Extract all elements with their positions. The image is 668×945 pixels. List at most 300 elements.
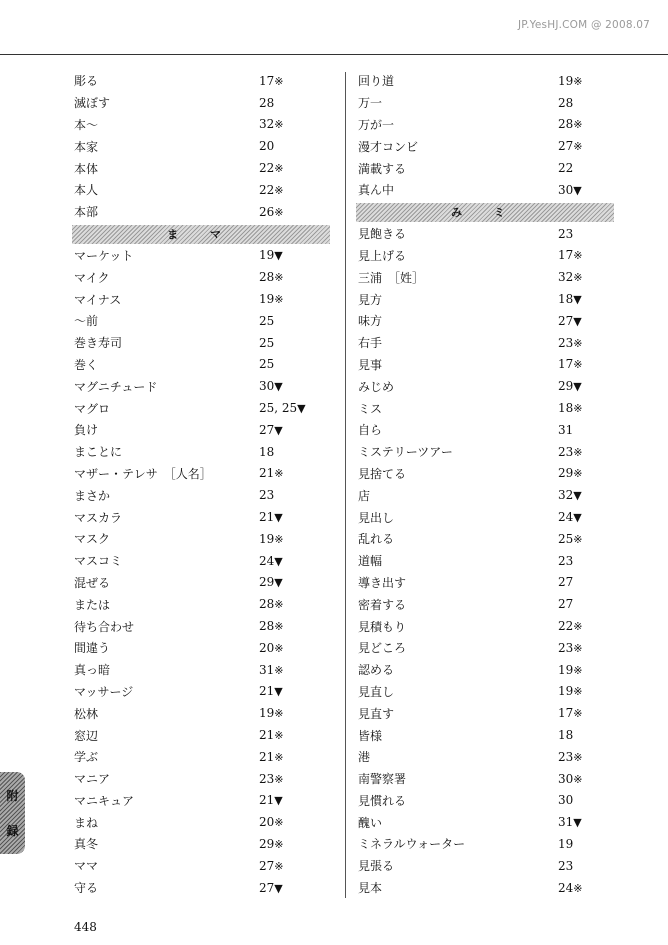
index-entry (358, 702, 620, 724)
entry-word: マスカラ (74, 510, 123, 525)
entry-lesson-ref (259, 336, 274, 350)
entry-word: 本部 (74, 205, 99, 220)
entry-lesson-ref (558, 772, 583, 786)
entry-word: 三浦 ［姓］ (358, 270, 425, 285)
index-entry (74, 877, 334, 899)
entry-lesson-ref (259, 510, 283, 524)
entry-lesson-ref (259, 466, 284, 480)
lesson-number: 27 (558, 575, 574, 590)
index-entry (74, 572, 334, 594)
index-entry (74, 811, 334, 833)
entry-mark-icon: ※ (573, 467, 583, 481)
entry-word: 滅ぼす (74, 96, 111, 111)
lesson-number: 19 (259, 531, 275, 546)
index-entry (74, 441, 334, 463)
lesson-number: 27 (259, 858, 275, 873)
lesson-number: 18 (558, 292, 574, 307)
entry-lesson-ref (558, 597, 573, 611)
index-entry (358, 157, 620, 179)
entry-word: 万一 (358, 96, 383, 111)
entry-lesson-ref (259, 575, 283, 589)
entry-word: 店 (358, 488, 371, 503)
index-entry (74, 768, 334, 790)
lesson-number: 28 (259, 619, 275, 634)
lesson-number: 22 (259, 161, 275, 176)
entry-lesson-ref (558, 357, 583, 371)
entry-word: 待ち合わせ (74, 619, 135, 634)
entry-word: 見飽きる (358, 227, 407, 242)
entry-word: 南警察署 (358, 772, 407, 787)
entry-lesson-ref (558, 161, 573, 175)
index-entry (74, 266, 334, 288)
column-divider (345, 72, 346, 898)
lesson-number: 25 (259, 357, 275, 372)
entry-lesson-ref (558, 619, 583, 633)
entry-lesson-ref (259, 728, 284, 742)
lesson-number: 22 (259, 182, 275, 197)
entry-lesson-ref (259, 532, 284, 546)
entry-word: マスク (74, 532, 111, 547)
entry-mark-icon: ※ (573, 336, 583, 350)
entry-lesson-ref (259, 772, 284, 786)
index-entry (358, 572, 620, 594)
entry-lesson-ref (259, 597, 284, 611)
lesson-number: 19 (259, 248, 275, 263)
entry-lesson-ref (558, 510, 582, 524)
entry-mark-icon: ※ (274, 293, 284, 307)
index-entry (358, 681, 620, 703)
index-entry (358, 288, 620, 310)
entry-word: 密着する (358, 597, 407, 612)
entry-mark-icon: ※ (274, 641, 284, 655)
entry-lesson-ref (259, 488, 274, 502)
lesson-number: 28 (259, 95, 275, 110)
entry-lesson-ref (259, 445, 274, 459)
entry-word: 乱れる (358, 532, 395, 547)
entry-mark-icon: ※ (573, 685, 583, 699)
entry-lesson-ref (259, 270, 284, 284)
index-entry (74, 92, 334, 114)
entry-lesson-ref (558, 466, 583, 480)
entry-lesson-ref (259, 96, 274, 110)
entry-word: 醜い (358, 815, 383, 830)
lesson-number: 32 (558, 488, 574, 503)
entry-word: 見直す (358, 706, 395, 721)
entry-lesson-ref (259, 750, 284, 764)
entry-mark-icon: ▼ (274, 423, 283, 437)
index-entry (74, 463, 334, 485)
lesson-number: 17 (558, 357, 574, 372)
entry-word: 満載する (358, 161, 407, 176)
entry-mark-icon: ※ (573, 772, 583, 786)
entry-word: 見事 (358, 357, 383, 372)
entry-mark-icon: ※ (573, 358, 583, 372)
lesson-number: 23 (259, 488, 275, 503)
lesson-number: 29 (558, 466, 574, 481)
lesson-number: 23 (558, 858, 574, 873)
entry-mark-icon: ※ (274, 707, 284, 721)
entry-word: まね (74, 815, 99, 830)
index-entry (74, 245, 334, 267)
entry-lesson-ref (259, 554, 283, 568)
entry-mark-icon: ※ (274, 837, 284, 851)
entry-word: 学ぶ (74, 750, 99, 765)
entry-word: 真冬 (74, 837, 99, 852)
entry-lesson-ref (558, 837, 573, 851)
lesson-number: 26 (259, 204, 275, 219)
entry-mark-icon: ※ (573, 118, 583, 132)
entry-lesson-ref (558, 292, 582, 306)
entry-lesson-ref (259, 881, 283, 895)
side-tab-char: 附 (6, 789, 19, 803)
index-entry (74, 70, 334, 92)
index-entry (74, 332, 334, 354)
lesson-number: 28 (558, 117, 574, 132)
entry-word: 本家 (74, 139, 99, 154)
lesson-number: 21 (259, 466, 275, 481)
entry-word: ミス (358, 401, 383, 416)
entry-mark-icon: ※ (573, 620, 583, 634)
entry-word: 味方 (358, 314, 383, 329)
entry-word: 守る (74, 881, 99, 896)
entry-lesson-ref (259, 161, 284, 175)
entry-word: 自ら (358, 423, 383, 438)
lesson-number: 29 (259, 836, 275, 851)
lesson-number: 23 (558, 553, 574, 568)
lesson-number: 19 (259, 706, 275, 721)
entry-lesson-ref (558, 881, 583, 895)
entry-word: 間違う (74, 641, 111, 656)
lesson-number: 17 (558, 248, 574, 263)
lesson-number: 25 (259, 335, 275, 350)
entry-mark-icon: ▼ (573, 293, 582, 307)
lesson-number: 28 (558, 95, 574, 110)
entry-group (74, 245, 334, 899)
lesson-number: 19 (259, 292, 275, 307)
entry-mark-icon: ▼ (573, 314, 582, 328)
entry-mark-icon: ▼ (573, 183, 582, 197)
entry-word: 見上げる (358, 248, 407, 263)
entry-lesson-ref (558, 532, 583, 546)
entry-lesson-ref (558, 684, 583, 698)
index-entry (74, 855, 334, 877)
index-entry (358, 441, 620, 463)
entry-word: 漫才コンビ (358, 139, 419, 154)
index-entry (74, 506, 334, 528)
entry-word: 皆様 (358, 728, 383, 743)
index-entry (74, 354, 334, 376)
entry-lesson-ref (558, 750, 583, 764)
entry-mark-icon: ▼ (297, 402, 306, 416)
entry-word: 見出し (358, 510, 395, 525)
entry-mark-icon: ▼ (274, 881, 283, 895)
entry-lesson-ref (259, 292, 284, 306)
lesson-number: 28 (259, 270, 275, 285)
lesson-number: 19 (558, 662, 574, 677)
entry-lesson-ref (558, 139, 583, 153)
entry-word: 道幅 (358, 554, 383, 569)
entry-lesson-ref (259, 139, 274, 153)
lesson-number: 23 (558, 640, 574, 655)
entry-lesson-ref (558, 793, 573, 807)
entry-word: ミネラルウォーター (358, 837, 466, 852)
entry-word: 見積もり (358, 619, 407, 634)
index-column-right (358, 70, 620, 898)
entry-mark-icon: ※ (573, 641, 583, 655)
entry-lesson-ref (558, 96, 573, 110)
index-entry (74, 179, 334, 201)
entry-word: ミステリーツアー (358, 445, 453, 460)
entry-word: 万が一 (358, 117, 395, 132)
index-entry (74, 135, 334, 157)
index-entry (358, 463, 620, 485)
entry-group (74, 70, 334, 223)
appendix-side-tab (0, 772, 25, 854)
lesson-number: 23 (558, 335, 574, 350)
section-header-mi: み ミ (356, 203, 614, 222)
index-entry (74, 637, 334, 659)
page-number: 448 (74, 920, 97, 934)
entry-lesson-ref (558, 663, 583, 677)
entry-lesson-ref (259, 619, 284, 633)
entry-word: 負け (74, 423, 99, 438)
lesson-number: 32 (259, 117, 275, 132)
watermark: JP.YesHJ.COM @ 2008.07 (517, 19, 650, 31)
entry-lesson-ref (259, 401, 306, 415)
index-entry (358, 724, 620, 746)
entry-lesson-ref (259, 793, 283, 807)
lesson-number: 21 (259, 510, 275, 525)
index-entry (358, 223, 620, 245)
entry-mark-icon: ※ (274, 859, 284, 873)
entry-word: 巻き寿司 (74, 336, 123, 351)
entry-word: ママ (74, 859, 99, 874)
index-entry (358, 419, 620, 441)
index-entry (74, 288, 334, 310)
entry-lesson-ref (259, 379, 283, 393)
index-entry (358, 637, 620, 659)
entry-mark-icon: ※ (274, 620, 284, 634)
index-entry (358, 528, 620, 550)
header-rule (0, 54, 668, 55)
index-entry (358, 179, 620, 201)
index-entry (358, 70, 620, 92)
entry-mark-icon: ▼ (274, 576, 283, 590)
index-entry (358, 266, 620, 288)
lesson-number: 23 (259, 771, 275, 786)
lesson-number: 23 (558, 444, 574, 459)
entry-word: または (74, 597, 111, 612)
lesson-number: 31 (558, 815, 574, 830)
lesson-number: 22 (558, 161, 574, 176)
index-entry (74, 702, 334, 724)
entry-word: 認める (358, 663, 395, 678)
entry-mark-icon: ※ (274, 598, 284, 612)
entry-lesson-ref (259, 357, 274, 371)
entry-word: 見どころ (358, 641, 407, 656)
entry-word: マグロ (74, 401, 111, 416)
index-entry (74, 659, 334, 681)
lesson-number: 25, 25 (259, 401, 298, 416)
entry-mark-icon: ※ (274, 118, 284, 132)
entry-word: マッサージ (74, 684, 134, 699)
index-entry (358, 114, 620, 136)
index-entry (358, 811, 620, 833)
entry-word: ～前 (74, 314, 99, 329)
index-entry (74, 114, 334, 136)
entry-lesson-ref (259, 663, 284, 677)
lesson-number: 23 (558, 226, 574, 241)
entry-word: マスコミ (74, 554, 123, 569)
entry-word: 見本 (358, 881, 383, 896)
index-entry (74, 310, 334, 332)
entry-mark-icon: ※ (274, 74, 284, 88)
entry-lesson-ref (259, 837, 284, 851)
index-entry (358, 506, 620, 528)
entry-mark-icon: ▼ (274, 249, 283, 263)
entry-lesson-ref (558, 423, 573, 437)
entry-lesson-ref (558, 117, 583, 131)
lesson-number: 27 (259, 880, 275, 895)
entry-word: まことに (74, 445, 123, 460)
entry-lesson-ref (558, 227, 573, 241)
entry-lesson-ref (259, 183, 284, 197)
entry-word: 港 (358, 750, 371, 765)
entry-lesson-ref (558, 728, 573, 742)
index-entry (358, 135, 620, 157)
entry-word: 松林 (74, 706, 99, 721)
lesson-number: 20 (259, 139, 275, 154)
entry-mark-icon: ※ (573, 74, 583, 88)
lesson-number: 31 (259, 662, 275, 677)
lesson-number: 29 (558, 379, 574, 394)
entry-lesson-ref (558, 706, 583, 720)
lesson-number: 21 (259, 728, 275, 742)
index-entry (358, 375, 620, 397)
entry-mark-icon: ※ (573, 140, 583, 154)
entry-lesson-ref (558, 859, 573, 873)
entry-lesson-ref (558, 270, 583, 284)
index-entry (358, 615, 620, 637)
lesson-number: 20 (259, 640, 275, 655)
entry-lesson-ref (558, 314, 582, 328)
entry-word: マグニチュード (74, 379, 158, 394)
lesson-number: 21 (259, 684, 275, 699)
entry-word: 右手 (358, 336, 383, 351)
entry-word: 見張る (358, 859, 395, 874)
entry-lesson-ref (259, 706, 284, 720)
entry-lesson-ref (558, 336, 583, 350)
lesson-number: 24 (558, 880, 574, 895)
entry-mark-icon: ▼ (274, 794, 283, 808)
index-entry (74, 550, 334, 572)
entry-word: 本～ (74, 117, 99, 132)
entry-word: 見捨てる (358, 466, 407, 481)
entry-word: 真っ暗 (74, 663, 111, 678)
entry-lesson-ref (259, 815, 284, 829)
entry-mark-icon: ※ (274, 205, 284, 219)
entry-lesson-ref (259, 314, 274, 328)
entry-mark-icon: ▼ (573, 489, 582, 503)
entry-mark-icon: ※ (274, 183, 284, 197)
entry-mark-icon: ※ (274, 271, 284, 285)
entry-word: 真ん中 (358, 183, 395, 198)
lesson-number: 24 (558, 510, 574, 525)
index-entry (74, 157, 334, 179)
entry-lesson-ref (558, 74, 583, 88)
entry-word: マイナス (74, 292, 122, 307)
entry-mark-icon: ※ (573, 881, 583, 895)
entry-word: 見方 (358, 292, 383, 307)
entry-lesson-ref (259, 74, 284, 88)
entry-mark-icon: ※ (274, 532, 284, 546)
lesson-number: 27 (558, 139, 574, 154)
index-entry (74, 615, 334, 637)
entry-word: 見直し (358, 684, 395, 699)
index-entry (74, 484, 334, 506)
lesson-number: 24 (259, 553, 275, 568)
lesson-number: 31 (558, 422, 574, 437)
lesson-number: 30 (259, 379, 275, 394)
entry-lesson-ref (259, 205, 284, 219)
lesson-number: 30 (558, 771, 574, 786)
index-entry (358, 332, 620, 354)
index-entry (358, 659, 620, 681)
lesson-number: 22 (558, 619, 574, 634)
index-entry (74, 746, 334, 768)
lesson-number: 18 (558, 401, 574, 416)
lesson-number: 19 (558, 684, 574, 699)
entry-mark-icon: ▼ (573, 511, 582, 525)
entry-word: マイク (74, 270, 110, 285)
index-entry (358, 245, 620, 267)
entry-lesson-ref (259, 684, 283, 698)
lesson-number: 25 (558, 531, 574, 546)
entry-mark-icon: ※ (573, 707, 583, 721)
entry-word: 巻く (74, 357, 99, 372)
index-entry (358, 354, 620, 376)
index-entry (74, 593, 334, 615)
entry-word: 窓辺 (74, 728, 99, 743)
entry-mark-icon: ※ (573, 402, 583, 416)
entry-word: マニキュア (74, 793, 135, 808)
entry-lesson-ref (558, 815, 582, 829)
entry-lesson-ref (259, 641, 284, 655)
entry-word: 見慣れる (358, 793, 407, 808)
index-entry (358, 310, 620, 332)
index-entry (74, 419, 334, 441)
entry-word: 混ぜる (74, 575, 111, 590)
lesson-number: 21 (259, 749, 275, 764)
entry-word: 導き出す (358, 575, 407, 590)
entry-lesson-ref (558, 641, 583, 655)
lesson-number: 17 (558, 706, 574, 721)
lesson-number: 30 (558, 182, 574, 197)
entry-mark-icon: ※ (274, 467, 284, 481)
entry-mark-icon: ※ (274, 729, 284, 742)
lesson-number: 19 (558, 73, 574, 88)
entry-mark-icon: ※ (274, 772, 284, 786)
lesson-number: 27 (259, 422, 275, 437)
entry-mark-icon: ※ (573, 445, 583, 459)
entry-lesson-ref (558, 488, 582, 502)
lesson-number: 25 (259, 313, 275, 328)
index-entry (358, 855, 620, 877)
entry-word: マザー・テレサ ［人名］ (74, 466, 212, 481)
index-entry (358, 877, 620, 899)
index-entry (74, 528, 334, 550)
entry-lesson-ref (558, 183, 582, 197)
